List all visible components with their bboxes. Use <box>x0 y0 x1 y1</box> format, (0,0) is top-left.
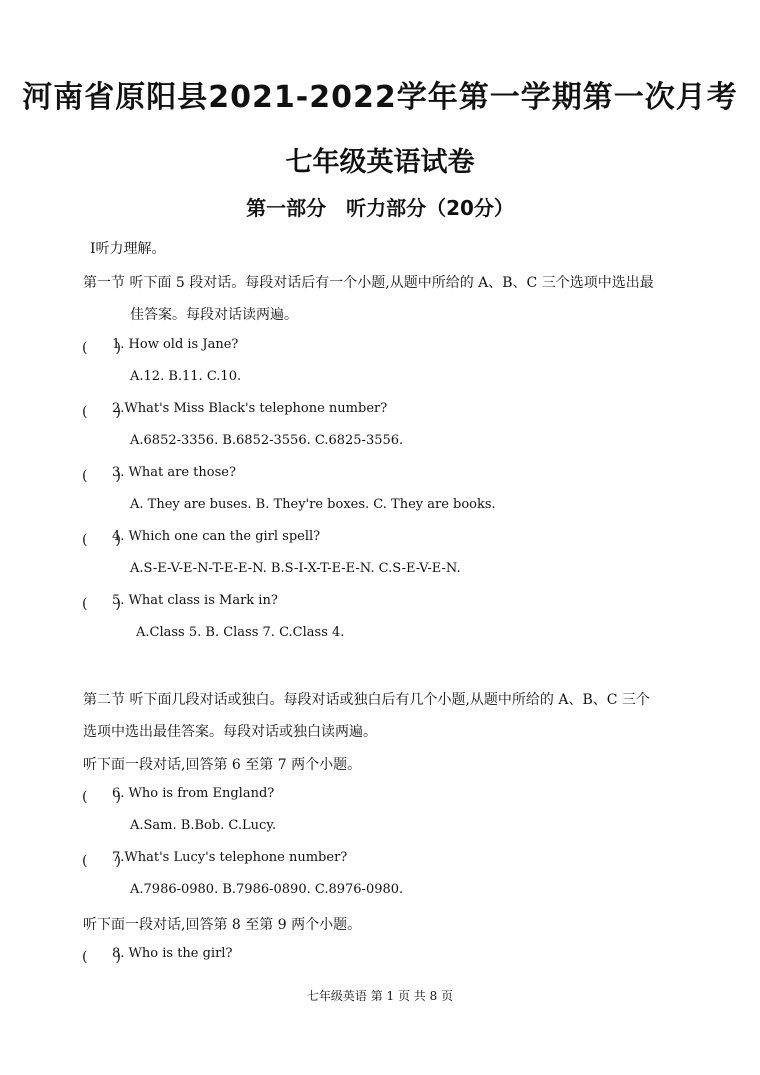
answer-blank: ( ) <box>82 532 121 548</box>
question-stem: 5. What class is Mark in? <box>112 593 278 608</box>
part-title: 第一部分 听力部分（20分） <box>246 196 514 220</box>
question-options: A.7986-0980. B.7986-0890. C.8976-0980. <box>130 882 404 897</box>
question-stem: 8. Who is the girl? <box>112 946 233 961</box>
answer-blank: ( ) <box>82 340 121 356</box>
section1-instruction-cont: 佳答案。每段对话读两遍。 <box>130 307 298 323</box>
question-options: A. They are buses. B. They're boxes. C. They are books. <box>130 497 496 512</box>
question-options: A.Class 5. B. Class 7. C.Class 4. <box>136 625 345 640</box>
page-footer: 七年级英语 第 1 页 共 8 页 <box>306 989 454 1003</box>
question-stem: 2.What's Miss Black's telephone number? <box>112 401 388 416</box>
question-options: A.6852-3356. B.6852-3556. C.6825-3556. <box>130 433 404 448</box>
dialog-instruction: 听下面一段对话,回答第 8 至第 9 两个小题。 <box>83 917 362 933</box>
answer-blank: ( ) <box>82 596 121 612</box>
answer-blank: ( ) <box>82 789 121 805</box>
section1-instruction: 第一节 听下面 5 段对话。每段对话后有一个小题,从题中所给的 A、B、C 三个选项中选出最 <box>83 275 654 291</box>
question-options: A.12. B.11. C.10. <box>130 369 242 384</box>
question-stem: 7.What's Lucy's telephone number? <box>112 850 348 865</box>
question-stem: 6. Who is from England? <box>112 786 275 801</box>
section2-instruction-cont: 选项中选出最佳答案。每段对话或独白读两遍。 <box>83 724 377 740</box>
exam-title: 河南省原阳县2021-2022学年第一学期第一次月考 <box>22 80 738 115</box>
answer-blank: ( ) <box>82 468 121 484</box>
dialog-instruction: 听下面一段对话,回答第 6 至第 7 两个小题。 <box>83 757 362 773</box>
question-stem: 4. Which one can the girl spell? <box>112 529 321 544</box>
answer-blank: ( ) <box>82 853 121 869</box>
section-heading: Ⅰ听力理解。 <box>90 241 166 257</box>
answer-blank: ( ) <box>82 404 121 420</box>
answer-blank: ( ) <box>82 949 121 965</box>
question-stem: 1. How old is Jane? <box>112 337 239 352</box>
section2-instruction: 第二节 听下面几段对话或独白。每段对话或独白后有几个小题,从题中所给的 A、B、C 三个 <box>83 692 650 708</box>
question-options: A.Sam. B.Bob. C.Lucy. <box>130 818 277 833</box>
exam-subtitle: 七年级英语试卷 <box>285 147 475 178</box>
question-stem: 3. What are those? <box>112 465 236 480</box>
question-options: A.S-E-V-E-N-T-E-E-N. B.S-I-X-T-E-E-N. C.S-E-V-E-N. <box>130 561 461 576</box>
